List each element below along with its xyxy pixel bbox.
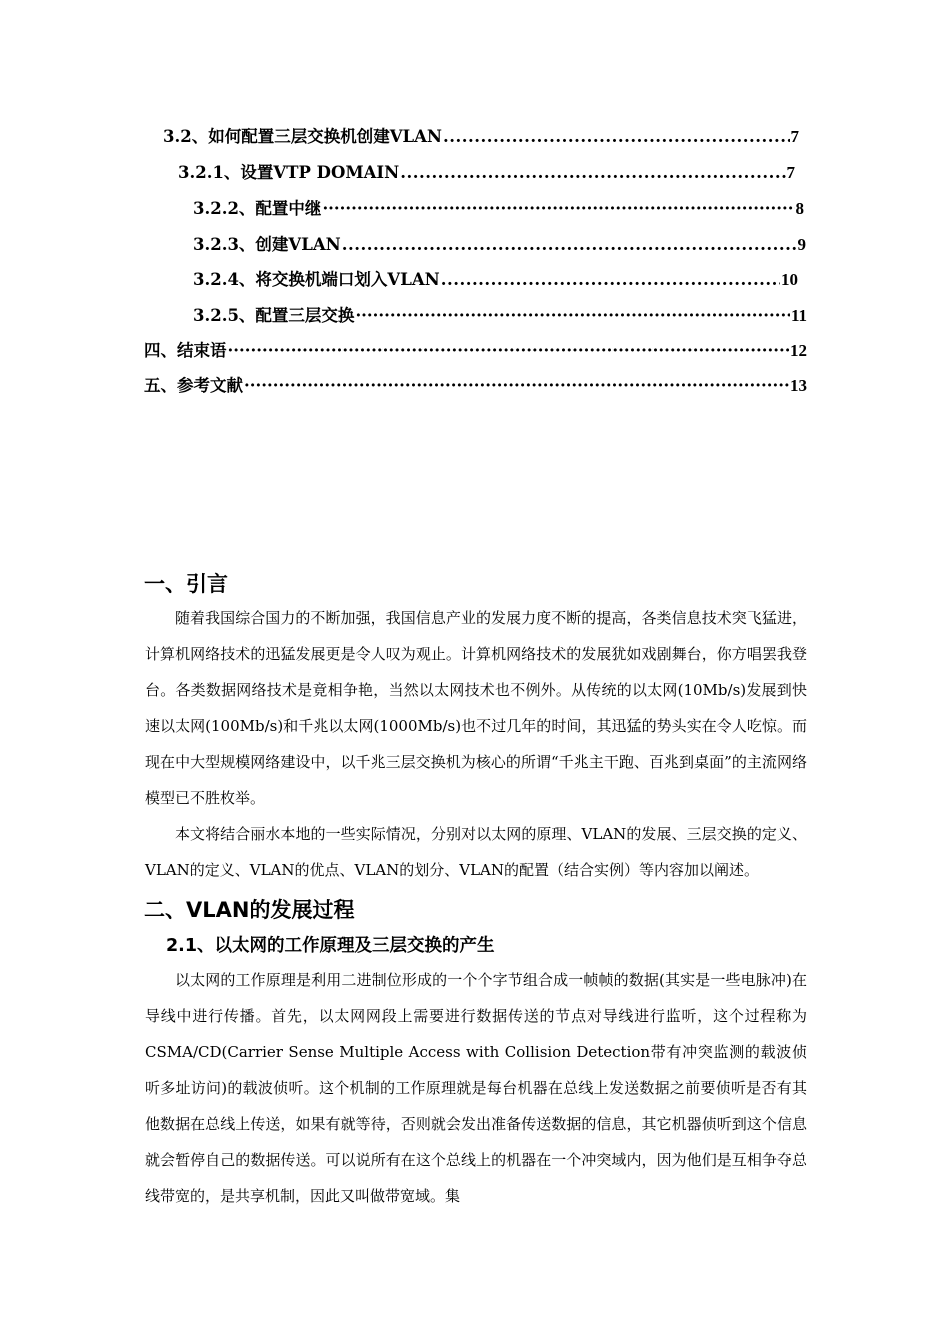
- toc-leader: [322, 196, 794, 222]
- toc-leader: [355, 303, 790, 329]
- toc-entry-page: 11: [790, 306, 807, 325]
- section-heading-vlan-history: 二、VLAN的发展过程: [144, 898, 355, 922]
- toc-entry-label: 3.2.4、将交换机端口划入VLAN: [193, 270, 440, 289]
- toc-entry-page: 7: [790, 127, 799, 146]
- toc-leader: [400, 160, 785, 186]
- toc-entry[interactable]: [193, 196, 804, 222]
- subsection-heading: 2.1、以太网的工作原理及三层交换的产生: [166, 936, 495, 956]
- toc-leader: [228, 338, 790, 364]
- toc-entry-page: 7: [786, 163, 795, 182]
- toc-entry[interactable]: [193, 303, 807, 329]
- toc-entry-page: 9: [797, 235, 806, 254]
- toc-entry-label: 3.2.2、配置中继: [193, 199, 322, 218]
- toc-entry-label: 五、参考文献: [144, 376, 243, 395]
- body-paragraph: 本文将结合丽水本地的一些实际情况，分别对以太网的原理、VLAN的发展、三层交换的定义、VLAN的定义、VLAN的优点、VLAN的划分、VLAN的配置（结合实例）等内容加以阐述。: [145, 825, 807, 879]
- toc-entry-label: 3.2、如何配置三层交换机创建VLAN: [163, 127, 442, 146]
- toc-entry-label: 3.2.5、配置三层交换: [193, 306, 355, 325]
- body-paragraph: 以太网的工作原理是利用二进制位形成的一个个字节组合成一帧帧的数据(其实是一些电脉冲)在导线中进行传播。首先，以太网网段上需要进行数据传送的节点对导线进行监听，这个过程称为CSMA/CD(Carrier Sense Multiple Access with Collision Detection带有冲突监测的载波侦听多址访问)的载波侦听。这个机制的工作原理就是每台机器在总线上发送数据之前要侦听是否有其他数据在总线上传送，如果有就等待，否则就会发出准备传送数据的信息，其它机器侦听到这个信息就会暂停自己的数据传送。可以说所有在这个总线上的机器在一个冲突域内，因为他们是互相争夺总线带宽的，是共享机制，因此又叫做带宽域。集: [145, 971, 807, 1205]
- toc-leader: [244, 373, 789, 399]
- toc-entry-label: 3.2.3、创建VLAN: [193, 235, 341, 254]
- toc-entry[interactable]: [144, 373, 807, 399]
- toc-leader: [441, 267, 780, 293]
- toc-entry-page: 10: [781, 270, 798, 289]
- toc-entry-page: 8: [795, 199, 804, 218]
- toc-entry[interactable]: [193, 232, 806, 258]
- toc-entry-page: 13: [790, 376, 807, 395]
- toc-entry-label: 四、结束语: [144, 341, 227, 360]
- toc-entry-label: 3.2.1、设置VTP DOMAIN: [178, 163, 400, 182]
- toc-leader: [443, 124, 790, 150]
- section-heading-introduction: 一、引言: [144, 572, 228, 596]
- toc-entry[interactable]: [178, 160, 795, 186]
- toc-entry[interactable]: [163, 124, 799, 150]
- toc-entry[interactable]: [144, 338, 807, 364]
- toc-entry-page: 12: [790, 341, 807, 360]
- toc-leader: [342, 232, 797, 258]
- toc-entry[interactable]: [193, 267, 798, 293]
- body-paragraph: 随着我国综合国力的不断加强，我国信息产业的发展力度不断的提高，各类信息技术突飞猛进，计算机网络技术的迅猛发展更是令人叹为观止。计算机网络技术的发展犹如戏剧舞台，你方唱罢我登台。各类数据网络技术是竟相争艳，当然以太网技术也不例外。从传统的以太网(10Mb/s)发展到快速以太网(100Mb/s)和千兆以太网(1000Mb/s)也不过几年的时间，其迅猛的势头实在令人吃惊。而现在中大型规模网络建设中，以千兆三层交换机为核心的所谓“千兆主干跑、百兆到桌面”的主流网络模型已不胜枚举。: [145, 609, 807, 807]
